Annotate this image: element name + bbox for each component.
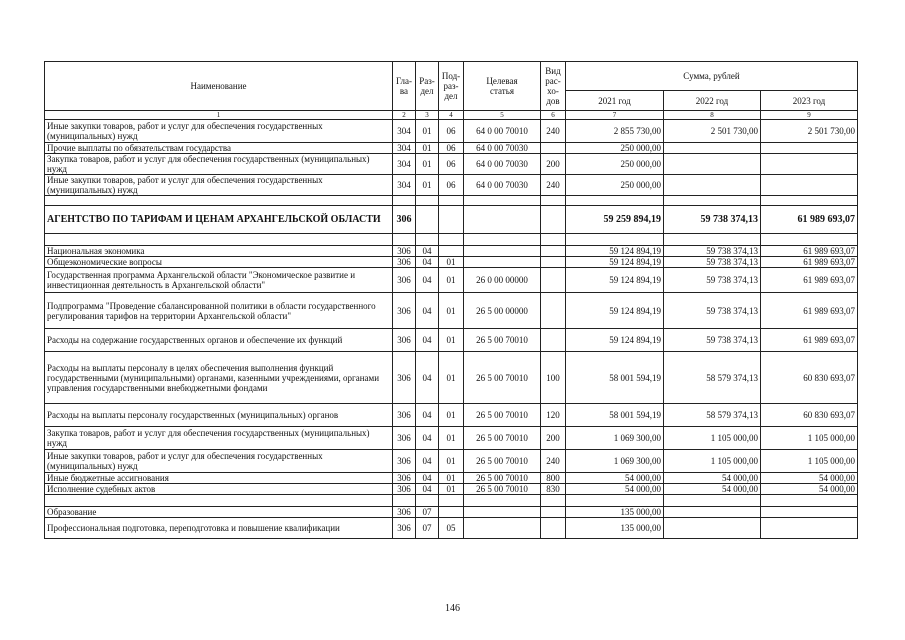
cell-podrazdel: 01 xyxy=(439,427,464,450)
cell-vid xyxy=(541,329,566,352)
empty-cell xyxy=(393,196,416,206)
cell-celevaya: 64 0 00 70030 xyxy=(464,154,541,175)
row-name: Государственная программа Архангельской области "Экономическое развитие и инвестиционная деятельность в Архангельской области" xyxy=(45,268,393,293)
cell-vid: 100 xyxy=(541,352,566,404)
header-year-2022: 2022 год xyxy=(664,91,761,111)
cell-podrazdel: 05 xyxy=(439,518,464,539)
table-row xyxy=(45,473,858,484)
row-name: АГЕНТСТВО ПО ТАРИФАМ И ЦЕНАМ АРХАНГЕЛЬСКОЙ ОБЛАСТИ xyxy=(45,206,393,234)
empty-cell xyxy=(761,495,858,507)
cell-vid: 120 xyxy=(541,404,566,427)
table-row xyxy=(45,120,858,143)
cell-sum-2022 xyxy=(664,507,761,518)
cell-sum-2022 xyxy=(664,175,761,196)
cell-sum-2021: 54 000,00 xyxy=(566,484,664,495)
table-row xyxy=(45,427,858,450)
cell-glava: 306 xyxy=(393,518,416,539)
table-row xyxy=(45,404,858,427)
cell-podrazdel: 01 xyxy=(439,293,464,329)
cell-vid: 240 xyxy=(541,450,566,473)
cell-razdel: 04 xyxy=(416,268,439,293)
row-name: Иные закупки товаров, работ и услуг для обеспечения государственных (муниципальных) нужд xyxy=(45,120,393,143)
cell-sum-2021: 59 259 894,19 xyxy=(566,206,664,234)
empty-cell xyxy=(761,196,858,206)
cell-sum-2023: 61 989 693,07 xyxy=(761,329,858,352)
table-row xyxy=(45,143,858,154)
empty-cell xyxy=(393,495,416,507)
cell-sum-2023 xyxy=(761,175,858,196)
column-number: 7 xyxy=(566,111,664,120)
cell-razdel: 04 xyxy=(416,450,439,473)
header-name: Наименование xyxy=(45,62,393,111)
row-name: Общеэкономические вопросы xyxy=(45,257,393,268)
cell-glava: 306 xyxy=(393,246,416,257)
row-name: Образование xyxy=(45,507,393,518)
column-number: 9 xyxy=(761,111,858,120)
cell-sum-2023: 61 989 693,07 xyxy=(761,257,858,268)
cell-podrazdel: 01 xyxy=(439,484,464,495)
cell-vid: 240 xyxy=(541,120,566,143)
header-razdel: Раз- дел xyxy=(416,62,439,111)
cell-podrazdel: 01 xyxy=(439,450,464,473)
empty-cell xyxy=(393,234,416,246)
cell-razdel: 04 xyxy=(416,246,439,257)
cell-sum-2021: 250 000,00 xyxy=(566,154,664,175)
cell-sum-2021: 59 124 894,19 xyxy=(566,257,664,268)
cell-vid xyxy=(541,518,566,539)
cell-glava: 306 xyxy=(393,206,416,234)
table-row xyxy=(45,206,858,234)
cell-celevaya: 26 5 00 70010 xyxy=(464,352,541,404)
cell-celevaya: 26 5 00 70010 xyxy=(464,329,541,352)
row-name: Прочие выплаты по обязательствам государства xyxy=(45,143,393,154)
empty-cell xyxy=(45,495,393,507)
table-row xyxy=(45,484,858,495)
cell-sum-2023: 61 989 693,07 xyxy=(761,246,858,257)
table-row-empty xyxy=(45,495,858,507)
cell-celevaya: 64 0 00 70010 xyxy=(464,120,541,143)
table-row xyxy=(45,246,858,257)
empty-cell xyxy=(45,196,393,206)
cell-razdel xyxy=(416,206,439,234)
cell-vid: 830 xyxy=(541,484,566,495)
cell-glava: 306 xyxy=(393,352,416,404)
cell-podrazdel xyxy=(439,206,464,234)
cell-glava: 306 xyxy=(393,484,416,495)
cell-razdel: 04 xyxy=(416,404,439,427)
cell-celevaya: 26 5 00 70010 xyxy=(464,484,541,495)
empty-cell xyxy=(45,234,393,246)
cell-vid xyxy=(541,246,566,257)
cell-celevaya: 64 0 00 70030 xyxy=(464,143,541,154)
row-name: Исполнение судебных актов xyxy=(45,484,393,495)
cell-celevaya xyxy=(464,246,541,257)
cell-sum-2022: 58 579 374,13 xyxy=(664,404,761,427)
empty-cell xyxy=(664,234,761,246)
cell-podrazdel: 01 xyxy=(439,473,464,484)
empty-cell xyxy=(416,495,439,507)
cell-sum-2021: 1 069 300,00 xyxy=(566,450,664,473)
cell-sum-2022 xyxy=(664,154,761,175)
cell-sum-2021: 59 124 894,19 xyxy=(566,268,664,293)
empty-cell xyxy=(439,196,464,206)
cell-sum-2023 xyxy=(761,518,858,539)
cell-celevaya xyxy=(464,518,541,539)
cell-razdel: 01 xyxy=(416,154,439,175)
cell-razdel: 07 xyxy=(416,507,439,518)
empty-cell xyxy=(761,234,858,246)
cell-sum-2022: 2 501 730,00 xyxy=(664,120,761,143)
cell-celevaya: 26 0 00 00000 xyxy=(464,268,541,293)
cell-glava: 306 xyxy=(393,293,416,329)
empty-cell xyxy=(464,495,541,507)
cell-glava: 304 xyxy=(393,154,416,175)
cell-razdel: 04 xyxy=(416,427,439,450)
cell-glava: 306 xyxy=(393,404,416,427)
cell-celevaya: 26 5 00 70010 xyxy=(464,404,541,427)
cell-sum-2023: 61 989 693,07 xyxy=(761,293,858,329)
cell-sum-2022 xyxy=(664,518,761,539)
cell-sum-2023: 61 989 693,07 xyxy=(761,268,858,293)
column-number: 1 xyxy=(45,111,393,120)
cell-vid: 240 xyxy=(541,175,566,196)
cell-razdel: 04 xyxy=(416,329,439,352)
cell-podrazdel: 06 xyxy=(439,120,464,143)
budget-table xyxy=(44,61,858,539)
row-name: Иные закупки товаров, работ и услуг для обеспечения государственных (муниципальных) нужд xyxy=(45,450,393,473)
cell-sum-2021: 59 124 894,19 xyxy=(566,246,664,257)
cell-sum-2023: 60 830 693,07 xyxy=(761,352,858,404)
cell-sum-2022: 1 105 000,00 xyxy=(664,450,761,473)
empty-cell xyxy=(416,196,439,206)
cell-vid: 800 xyxy=(541,473,566,484)
column-number: 2 xyxy=(393,111,416,120)
header-year-2021: 2021 год xyxy=(566,91,664,111)
cell-celevaya xyxy=(464,257,541,268)
row-name: Национальная экономика xyxy=(45,246,393,257)
row-name: Расходы на содержание государственных органов и обеспечение их функций xyxy=(45,329,393,352)
cell-podrazdel: 01 xyxy=(439,257,464,268)
header-vid: Вид рас- хо- дов xyxy=(541,62,566,111)
cell-razdel: 04 xyxy=(416,473,439,484)
cell-sum-2022: 54 000,00 xyxy=(664,473,761,484)
cell-sum-2023 xyxy=(761,507,858,518)
cell-sum-2021: 58 001 594,19 xyxy=(566,404,664,427)
column-number: 5 xyxy=(464,111,541,120)
cell-vid xyxy=(541,206,566,234)
cell-celevaya: 26 5 00 70010 xyxy=(464,427,541,450)
column-number-row xyxy=(45,111,858,120)
cell-razdel: 01 xyxy=(416,143,439,154)
cell-razdel: 01 xyxy=(416,120,439,143)
cell-glava: 306 xyxy=(393,507,416,518)
cell-razdel: 04 xyxy=(416,257,439,268)
row-name: Профессиональная подготовка, переподготовка и повышение квалификации xyxy=(45,518,393,539)
cell-vid xyxy=(541,257,566,268)
cell-sum-2021: 1 069 300,00 xyxy=(566,427,664,450)
cell-sum-2022: 59 738 374,13 xyxy=(664,257,761,268)
column-number: 4 xyxy=(439,111,464,120)
column-number: 3 xyxy=(416,111,439,120)
cell-glava: 306 xyxy=(393,450,416,473)
cell-celevaya: 64 0 00 70030 xyxy=(464,175,541,196)
cell-vid xyxy=(541,268,566,293)
cell-podrazdel: 06 xyxy=(439,143,464,154)
header-year-2023: 2023 год xyxy=(761,91,858,111)
cell-podrazdel: 01 xyxy=(439,352,464,404)
empty-cell xyxy=(541,196,566,206)
table-row xyxy=(45,329,858,352)
empty-cell xyxy=(566,234,664,246)
cell-podrazdel: 01 xyxy=(439,404,464,427)
cell-celevaya: 26 5 00 70010 xyxy=(464,473,541,484)
cell-sum-2022: 59 738 374,13 xyxy=(664,329,761,352)
empty-cell xyxy=(566,196,664,206)
empty-cell xyxy=(541,495,566,507)
cell-sum-2023: 60 830 693,07 xyxy=(761,404,858,427)
table-row xyxy=(45,154,858,175)
cell-sum-2023: 1 105 000,00 xyxy=(761,427,858,450)
column-number: 6 xyxy=(541,111,566,120)
cell-podrazdel xyxy=(439,246,464,257)
table-row-empty xyxy=(45,196,858,206)
empty-cell xyxy=(439,234,464,246)
empty-cell xyxy=(416,234,439,246)
table-row xyxy=(45,268,858,293)
cell-glava: 306 xyxy=(393,427,416,450)
table-row xyxy=(45,450,858,473)
empty-cell xyxy=(664,495,761,507)
row-name: Закупка товаров, работ и услуг для обеспечения государственных (муниципальных) нужд xyxy=(45,427,393,450)
cell-sum-2023: 54 000,00 xyxy=(761,484,858,495)
cell-vid xyxy=(541,507,566,518)
empty-cell xyxy=(541,234,566,246)
cell-sum-2022: 59 738 374,13 xyxy=(664,268,761,293)
cell-sum-2022: 59 738 374,13 xyxy=(664,246,761,257)
cell-sum-2021: 2 855 730,00 xyxy=(566,120,664,143)
cell-celevaya: 26 5 00 00000 xyxy=(464,293,541,329)
cell-sum-2021: 250 000,00 xyxy=(566,175,664,196)
table-row-empty xyxy=(45,234,858,246)
cell-razdel: 07 xyxy=(416,518,439,539)
page-number: 146 xyxy=(445,603,460,614)
cell-celevaya xyxy=(464,206,541,234)
cell-vid xyxy=(541,143,566,154)
cell-sum-2021: 59 124 894,19 xyxy=(566,329,664,352)
table-row xyxy=(45,518,858,539)
cell-podrazdel: 06 xyxy=(439,154,464,175)
row-name: Расходы на выплаты персоналу в целях обеспечения выполнения функций государственными (муниципальными) органами, казенными учреждениями, органами управления государственными внебюджетными фондами xyxy=(45,352,393,404)
cell-glava: 304 xyxy=(393,175,416,196)
cell-sum-2022: 54 000,00 xyxy=(664,484,761,495)
header-glava: Гла- ва xyxy=(393,62,416,111)
cell-sum-2021: 250 000,00 xyxy=(566,143,664,154)
cell-celevaya xyxy=(464,507,541,518)
header-podrazdel: Под- раз- дел xyxy=(439,62,464,111)
cell-razdel: 04 xyxy=(416,293,439,329)
empty-cell xyxy=(566,495,664,507)
cell-glava: 306 xyxy=(393,268,416,293)
row-name: Подпрограмма "Проведение сбалансированной политики в области государственного регулирования тарифов на территории Архангельской области" xyxy=(45,293,393,329)
cell-sum-2022: 1 105 000,00 xyxy=(664,427,761,450)
row-name: Иные бюджетные ассигнования xyxy=(45,473,393,484)
cell-podrazdel: 01 xyxy=(439,329,464,352)
cell-glava: 304 xyxy=(393,120,416,143)
table-row xyxy=(45,293,858,329)
cell-vid xyxy=(541,293,566,329)
header-celevaya: Целевая статья xyxy=(464,62,541,111)
cell-sum-2021: 59 124 894,19 xyxy=(566,293,664,329)
table-row xyxy=(45,507,858,518)
cell-sum-2021: 58 001 594,19 xyxy=(566,352,664,404)
empty-cell xyxy=(439,495,464,507)
row-name: Иные закупки товаров, работ и услуг для обеспечения государственных (муниципальных) нужд xyxy=(45,175,393,196)
empty-cell xyxy=(664,196,761,206)
cell-sum-2022: 59 738 374,13 xyxy=(664,206,761,234)
cell-podrazdel: 01 xyxy=(439,268,464,293)
table-row xyxy=(45,257,858,268)
table-row xyxy=(45,175,858,196)
cell-razdel: 01 xyxy=(416,175,439,196)
cell-sum-2022: 59 738 374,13 xyxy=(664,293,761,329)
cell-sum-2021: 135 000,00 xyxy=(566,507,664,518)
cell-glava: 304 xyxy=(393,143,416,154)
cell-celevaya: 26 5 00 70010 xyxy=(464,450,541,473)
column-number: 8 xyxy=(664,111,761,120)
cell-sum-2023: 61 989 693,07 xyxy=(761,206,858,234)
empty-cell xyxy=(464,234,541,246)
cell-vid: 200 xyxy=(541,427,566,450)
cell-glava: 306 xyxy=(393,257,416,268)
cell-podrazdel: 06 xyxy=(439,175,464,196)
cell-sum-2022 xyxy=(664,143,761,154)
cell-sum-2021: 54 000,00 xyxy=(566,473,664,484)
cell-sum-2023 xyxy=(761,154,858,175)
cell-sum-2023: 1 105 000,00 xyxy=(761,450,858,473)
empty-cell xyxy=(464,196,541,206)
row-name: Расходы на выплаты персоналу государственных (муниципальных) органов xyxy=(45,404,393,427)
cell-sum-2023: 2 501 730,00 xyxy=(761,120,858,143)
row-name: Закупка товаров, работ и услуг для обеспечения государственных (муниципальных) нужд xyxy=(45,154,393,175)
cell-razdel: 04 xyxy=(416,352,439,404)
header-summa: Сумма, рублей xyxy=(566,62,858,91)
cell-razdel: 04 xyxy=(416,484,439,495)
cell-vid: 200 xyxy=(541,154,566,175)
table-row xyxy=(45,352,858,404)
cell-sum-2023 xyxy=(761,143,858,154)
cell-glava: 306 xyxy=(393,473,416,484)
cell-sum-2023: 54 000,00 xyxy=(761,473,858,484)
cell-glava: 306 xyxy=(393,329,416,352)
cell-sum-2021: 135 000,00 xyxy=(566,518,664,539)
cell-sum-2022: 58 579 374,13 xyxy=(664,352,761,404)
cell-podrazdel xyxy=(439,507,464,518)
